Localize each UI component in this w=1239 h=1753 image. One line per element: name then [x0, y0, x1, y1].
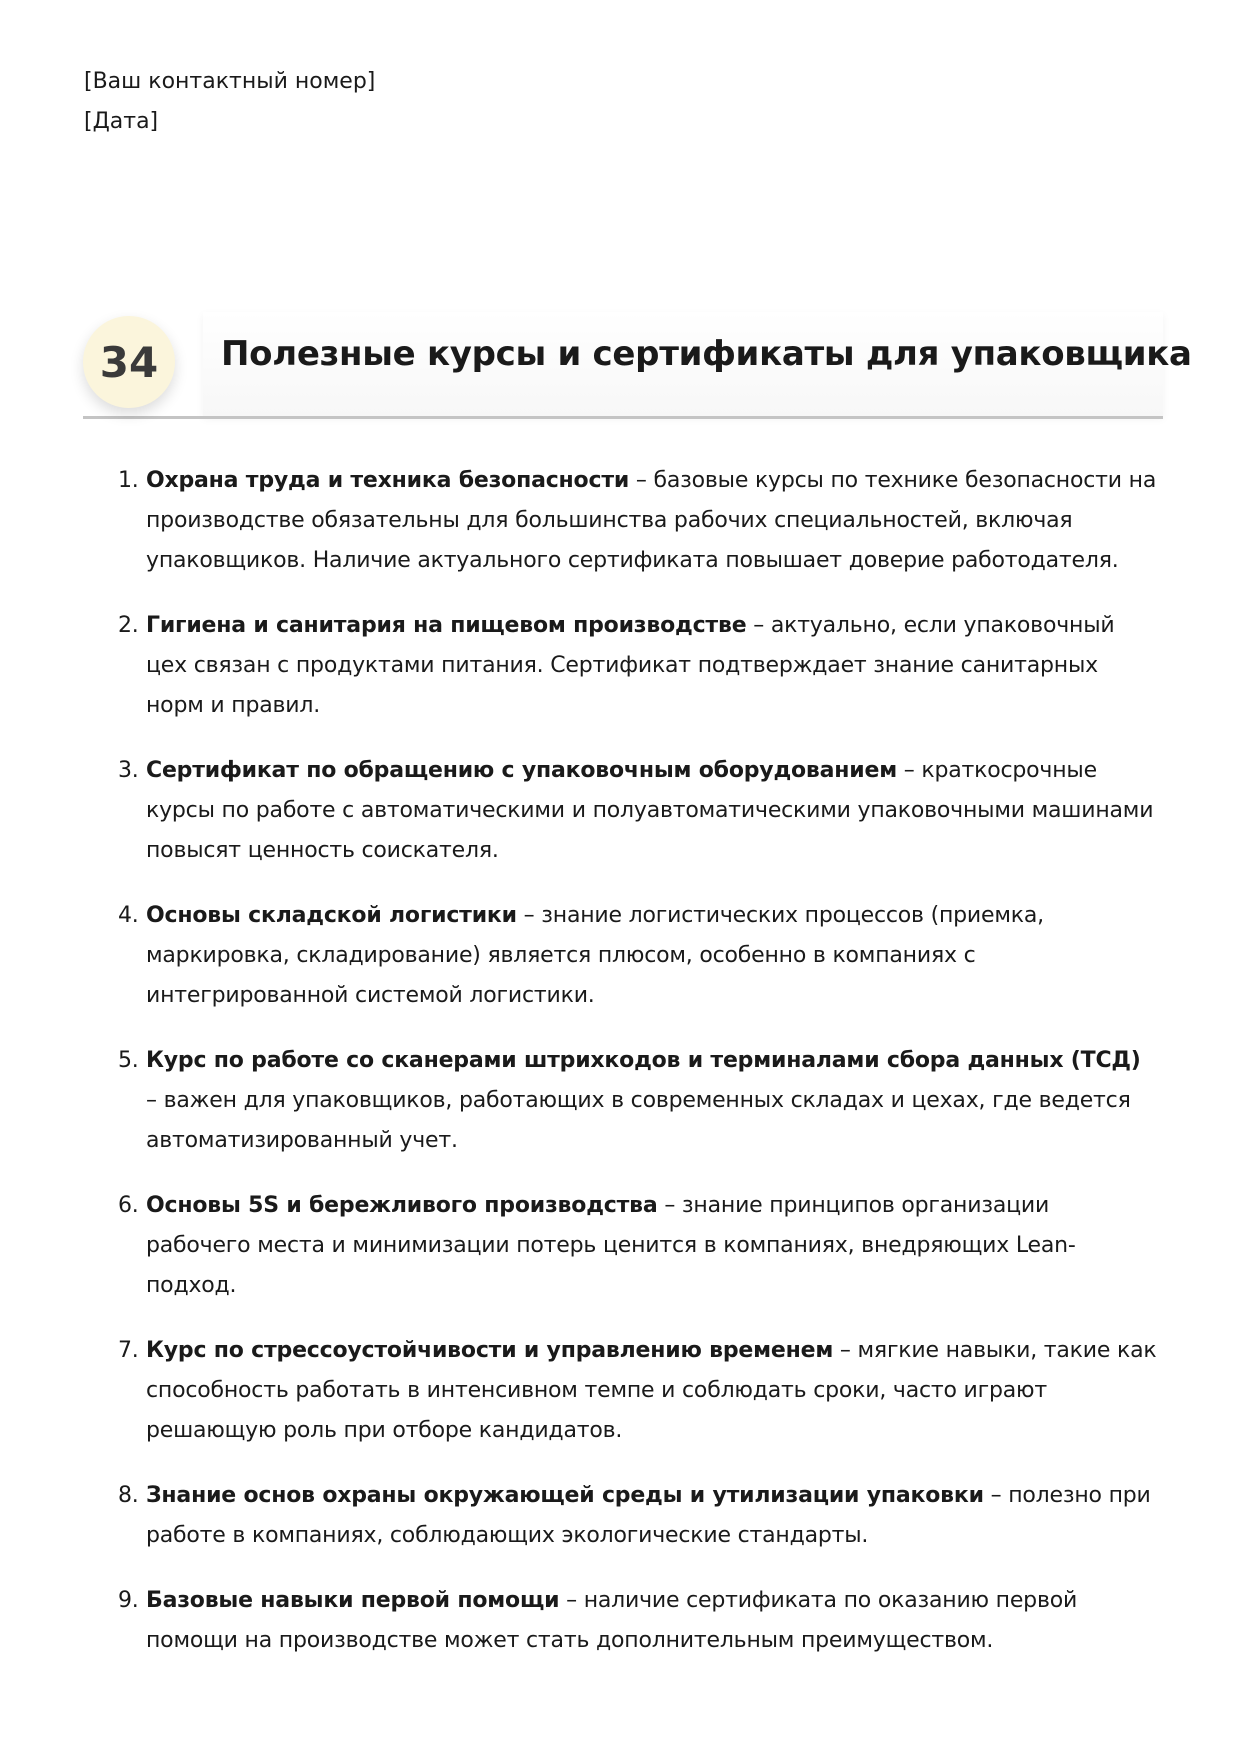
contact-phone-placeholder: [Ваш контактный номер]	[84, 69, 376, 94]
date-placeholder: [Дата]	[84, 109, 159, 134]
list-item-description: – наличие сертификата по оказанию первой помощи на производстве может стать дополнительным преимуществом.	[146, 1588, 1078, 1653]
list-item-number: 4.	[118, 903, 139, 928]
list-item-description: – знание логистических процессов (приемка, маркировка, складирование) является плюсом, особенно в компаниях с интегрированной системой логистики.	[146, 903, 1044, 1008]
list-item	[118, 461, 1158, 581]
list-item-term: Охрана труда и техника безопасности	[146, 468, 630, 493]
list-item	[118, 1331, 1158, 1451]
section-header	[83, 312, 1192, 420]
list-item-term: Основы складской логистики	[146, 903, 517, 928]
list-item-term: Знание основ охраны окружающей среды и утилизации упаковки	[146, 1483, 984, 1508]
list-item-term: Сертификат по обращению с упаковочным оборудованием	[146, 758, 898, 783]
list-item	[118, 896, 1158, 1016]
list-item	[118, 751, 1158, 871]
list-item-term: Курс по стрессоустойчивости и управлению временем	[146, 1338, 834, 1363]
section-number-badge: 34	[83, 316, 175, 408]
list-item-description: – мягкие навыки, такие как способность работать в интенсивном темпе и соблюдать сроки, часто играют решающую роль при отборе кандидатов.	[146, 1338, 1157, 1443]
contact-block	[84, 62, 375, 142]
list-item-number: 3.	[118, 758, 139, 783]
list-item-number: 1.	[118, 468, 139, 493]
list-item	[118, 1186, 1158, 1306]
list-item-term: Базовые навыки первой помощи	[146, 1588, 560, 1613]
list-item	[118, 1581, 1158, 1661]
list-item-description: – важен для упаковщиков, работающих в современных складах и цехах, где ведется автоматизированный учет.	[146, 1088, 1131, 1153]
list-item-number: 8.	[118, 1483, 139, 1508]
list-item-description: – актуально, если упаковочный цех связан с продуктами питания. Сертификат подтверждает знание санитарных норм и правил.	[146, 613, 1115, 718]
list-item-term: Курс по работе со сканерами штрихкодов и терминалами сбора данных (ТСД)	[146, 1048, 1141, 1073]
list-item-description: – полезно при работе в компаниях, соблюдающих экологические стандарты.	[146, 1483, 1151, 1548]
list-item-description: – базовые курсы по технике безопасности на производстве обязательны для большинства рабочих специальностей, включая упаковщиков. Наличие актуального сертификата повышает доверие работодателя.	[146, 468, 1157, 573]
list-item	[118, 606, 1158, 726]
section-title: Полезные курсы и сертификаты для упаковщика	[221, 334, 1192, 374]
list-item-number: 5.	[118, 1048, 139, 1073]
section-divider	[83, 416, 1163, 419]
list-item	[118, 1041, 1158, 1161]
list-item-description: – знание принципов организации рабочего места и минимизации потерь ценится в компаниях, внедряющих Lean-подход.	[146, 1193, 1076, 1298]
courses-list	[118, 461, 1158, 1686]
list-item-number: 2.	[118, 613, 139, 638]
list-item-number: 6.	[118, 1193, 139, 1218]
list-item-term: Гигиена и санитария на пищевом производстве	[146, 613, 747, 638]
list-item	[118, 1476, 1158, 1556]
list-item-term: Основы 5S и бережливого производства	[146, 1193, 658, 1218]
list-item-number: 7.	[118, 1338, 139, 1363]
list-item-description: – краткосрочные курсы по работе с автоматическими и полуавтоматическими упаковочными машинами повысят ценность соискателя.	[146, 758, 1154, 863]
list-item-number: 9.	[118, 1588, 139, 1613]
